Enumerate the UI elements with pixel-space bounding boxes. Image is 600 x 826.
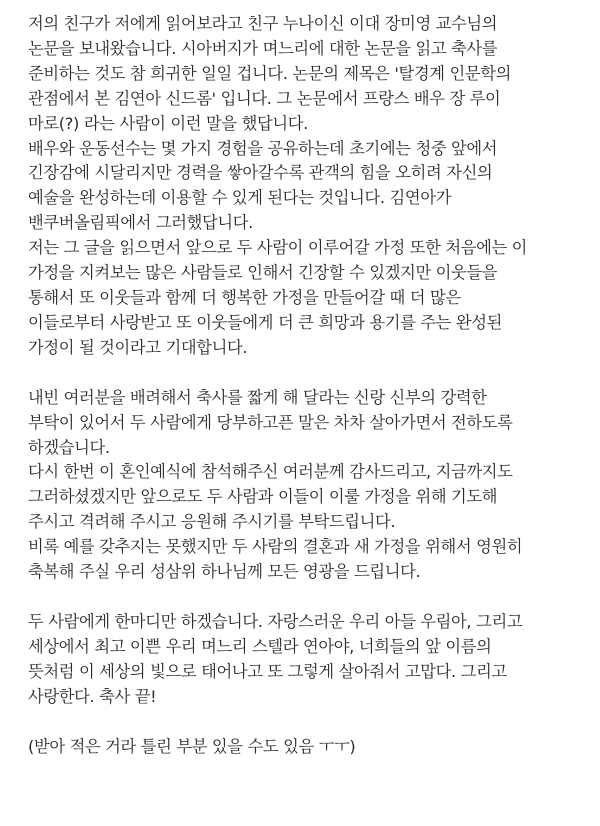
text-line: 부탁이 있어서 두 사람에게 당부하고픈 말은 차차 살아가면서 전하도록 <box>28 412 513 432</box>
text-line: 논문을 보내왔습니다. 시아버지가 며느리에 대한 논문을 읽고 축사를 <box>28 38 498 58</box>
paragraph-note <box>28 735 586 760</box>
text-line: 예술을 완성하는데 이용할 수 있게 된다는 것입니다. 김연아가 <box>28 188 452 208</box>
text-line: 마로(?) 라는 사람이 이런 말을 했답니다. <box>28 113 308 133</box>
text-line: 하겠습니다. <box>28 437 110 457</box>
text-line: 축복해 주실 우리 성삼위 하나님께 모든 영광을 드립니다. <box>28 562 421 582</box>
text-line: 내빈 여러분을 배려해서 축사를 짧게 해 달라는 신랑 신부의 강력한 <box>28 387 487 407</box>
text-line: 사랑한다. 축사 끝! <box>28 686 157 706</box>
text-line: (받아 적은 거라 틀린 부분 있을 수도 있음 ㅜㅜ) <box>28 736 356 756</box>
text-line: 가정이 될 것이라고 기대합니다. <box>28 337 248 357</box>
text-line: 저는 그 글을 읽으면서 앞으로 두 사람이 이루어갈 가정 또한 처음에는 이 <box>28 238 528 258</box>
text-line: 저의 친구가 저에게 읽어보라고 친구 누나이신 이대 장미영 교수님의 <box>28 14 498 33</box>
text-line: 세상에서 최고 이쁜 우리 며느리 스텔라 연아야, 너희들의 앞 이름의 <box>28 636 492 656</box>
paragraph-thanks <box>28 386 586 585</box>
text-line: 비록 예를 갖추지는 못했지만 두 사람의 결혼과 새 가정을 위해서 영원히 <box>28 537 523 557</box>
text-line: 통해서 또 이웃들과 함께 더 행복한 가정을 만들어갈 때 더 많은 <box>28 287 461 307</box>
text-line: 관점에서 본 김연아 신드롬' 입니다. 그 논문에서 프랑스 배우 장 루이 <box>28 88 501 108</box>
text-line: 밴쿠버올림픽에서 그러했답니다. <box>28 213 253 233</box>
text-line: 그러하셨겠지만 앞으로도 두 사람과 이들이 이룰 가정을 위해 기도해 <box>28 487 498 507</box>
paragraph-gap <box>28 585 586 610</box>
paragraph-message <box>28 610 586 710</box>
text-line: 배우와 운동선수는 몇 가지 경험을 공유하는데 초기에는 청중 앞에서 <box>28 138 498 158</box>
text-line: 주시고 격려해 주시고 응원해 주시기를 부탁드립니다. <box>28 512 396 532</box>
paragraph-intro <box>28 12 586 361</box>
text-line: 두 사람에게 한마디만 하겠습니다. 자랑스러운 우리 아들 우림아, 그리고 <box>28 611 523 631</box>
text-line: 이들로부터 사랑받고 또 이웃들에게 더 큰 희망과 용기를 주는 완성된 <box>28 312 503 332</box>
text-line: 뜻처럼 이 세상의 빛으로 태어나고 또 그렇게 살아줘서 고맙다. 그리고 <box>28 661 507 681</box>
text-line: 다시 한번 이 혼인예식에 참석해주신 여러분께 감사드리고, 지금까지도 <box>28 462 513 482</box>
text-line: 긴장감에 시달리지만 경력을 쌓아갈수록 관객의 힘을 오히려 자신의 <box>28 163 493 183</box>
paragraph-gap <box>28 710 586 735</box>
text-line: 준비하는 것도 참 희귀한 일일 겁니다. 논문의 제목은 '탈경계 인문학의 <box>28 63 511 83</box>
text-line: 가정을 지켜보는 많은 사람들로 인해서 긴장할 수 있겠지만 이웃들을 <box>28 263 498 283</box>
paragraph-gap <box>28 361 586 386</box>
